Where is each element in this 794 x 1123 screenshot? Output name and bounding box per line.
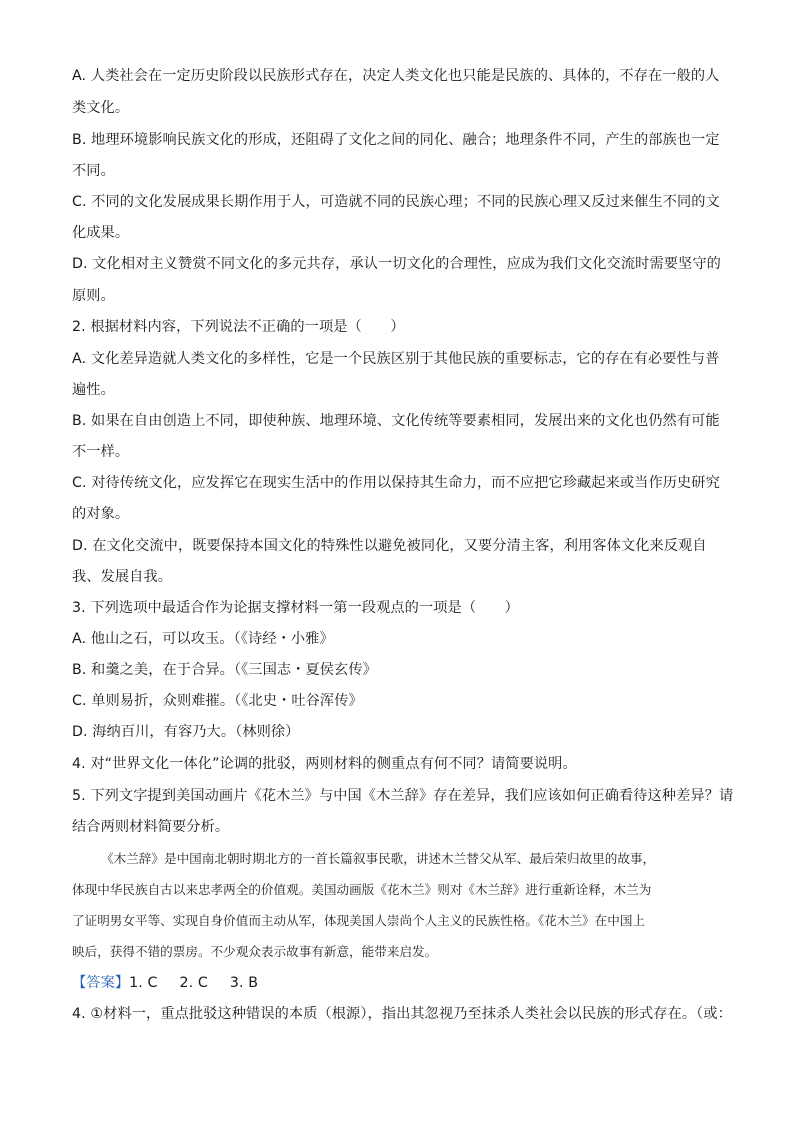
- q2-option-a-line2: 遍性。: [72, 382, 115, 398]
- q1-option-b-line2: 不同。: [72, 163, 115, 179]
- answer-1: 1. C: [129, 975, 158, 991]
- q2-option-b-line1: B. 如果在自由创造上不同，即使种族、地理环境、文化传统等要素相同，发展出来的文化也仍然有可能: [72, 413, 720, 429]
- q2-option-b-line2: 不一样。: [72, 444, 130, 460]
- answer-line: [72, 973, 732, 993]
- q5-quote-line1: 《木兰辞》是中国南北朝时期北方的一首长篇叙事民歌，讲述木兰替父从军、最后荣归故里的故事，: [101, 851, 656, 866]
- q2-option-d-line2: 我、发展自我。: [72, 569, 173, 585]
- q3-stem: 3. 下列选项中最适合作为论据支撑材料一第一段观点的一项是（ ）: [72, 600, 519, 616]
- q3-option-d: D. 海纳百川，有容乃大。（林则徐）: [72, 724, 300, 740]
- q5-quote-line3: 了证明男女平等、实现自身价值而主动从军，体现美国人崇尚个人主义的民族性格。《花木兰》在中国上: [72, 913, 646, 928]
- q1-option-d-line2: 原则。: [72, 288, 115, 304]
- q1-option-a-line2: 类文化。: [72, 100, 130, 116]
- answer-2: 2. C: [179, 975, 208, 991]
- q4-stem: 4. 对“世界文化一体化”论调的批驳，两则材料的侧重点有何不同？请简要说明。: [72, 756, 577, 772]
- q5-quote-line4: 映后，获得不错的票房。不少观众表示故事有新意，能带来启发。: [72, 944, 438, 959]
- q1-option-d-line1: D. 文化相对主义赞赏不同文化的多元共存，承认一切文化的合理性，应成为我们文化交流时需要坚守的: [72, 256, 721, 272]
- q2-option-d-line1: D. 在文化交流中，既要保持本国文化的特殊性以避免被同化，又要分清主客，利用客体文化来反观自: [72, 538, 707, 554]
- q1-option-a-line1: A. 人类社会在一定历史阶段以民族形式存在，决定人类文化也只能是民族的、具体的，不存在一般的人: [72, 68, 720, 84]
- q5-quote-line2: 体现中华民族自古以来忠孝两全的价值观。美国动画版《花木兰》则对《木兰辞》进行重新诠释，木兰为: [72, 882, 652, 897]
- q3-option-a: A. 他山之石，可以攻玉。（《诗经・小雅》: [72, 631, 334, 647]
- q5-stem-line2: 结合两则材料简要分析。: [72, 819, 230, 835]
- q1-option-c-line2: 化成果。: [72, 225, 130, 241]
- q5-stem-line1: 5. 下列文字提到美国动画片《花木兰》与中国《木兰辞》存在差异，我们应该如何正确看待这种差异？请: [72, 788, 734, 804]
- answer-3: 3. B: [229, 975, 259, 991]
- q1-option-b-line1: B. 地理环境影响民族文化的形成，还阻碍了文化之间的同化、融合；地理条件不同，产生的部族也一定: [72, 132, 720, 148]
- q2-option-c-line1: C. 对待传统文化，应发挥它在现实生活中的作用以保持其生命力，而不应把它珍藏起来或当作历史研究: [72, 475, 720, 491]
- q2-stem: 2. 根据材料内容，下列说法不正确的一项是（ ）: [72, 319, 405, 335]
- q3-option-b: B. 和羹之美，在于合异。（《三国志・夏侯玄传》: [72, 662, 377, 678]
- q3-option-c: C. 单则易折，众则难摧。（《北史・吐谷浑传》: [72, 693, 363, 709]
- answer-4-text: 4. ①材料一，重点批驳这种错误的本质（根源），指出其忽视乃至抹杀人类社会以民族的形式存在。（或：: [72, 1006, 732, 1022]
- q1-option-c-line1: C. 不同的文化发展成果长期作用于人，可造就不同的民族心理；不同的民族心理又反过来催生不同的文: [72, 194, 720, 210]
- q2-option-a-line1: A. 文化差异造就人类文化的多样性，它是一个民族区别于其他民族的重要标志，它的存在有必要性与普: [72, 351, 720, 367]
- q2-option-c-line2: 的对象。: [72, 506, 130, 522]
- answer-tag: 【答案】: [72, 975, 130, 991]
